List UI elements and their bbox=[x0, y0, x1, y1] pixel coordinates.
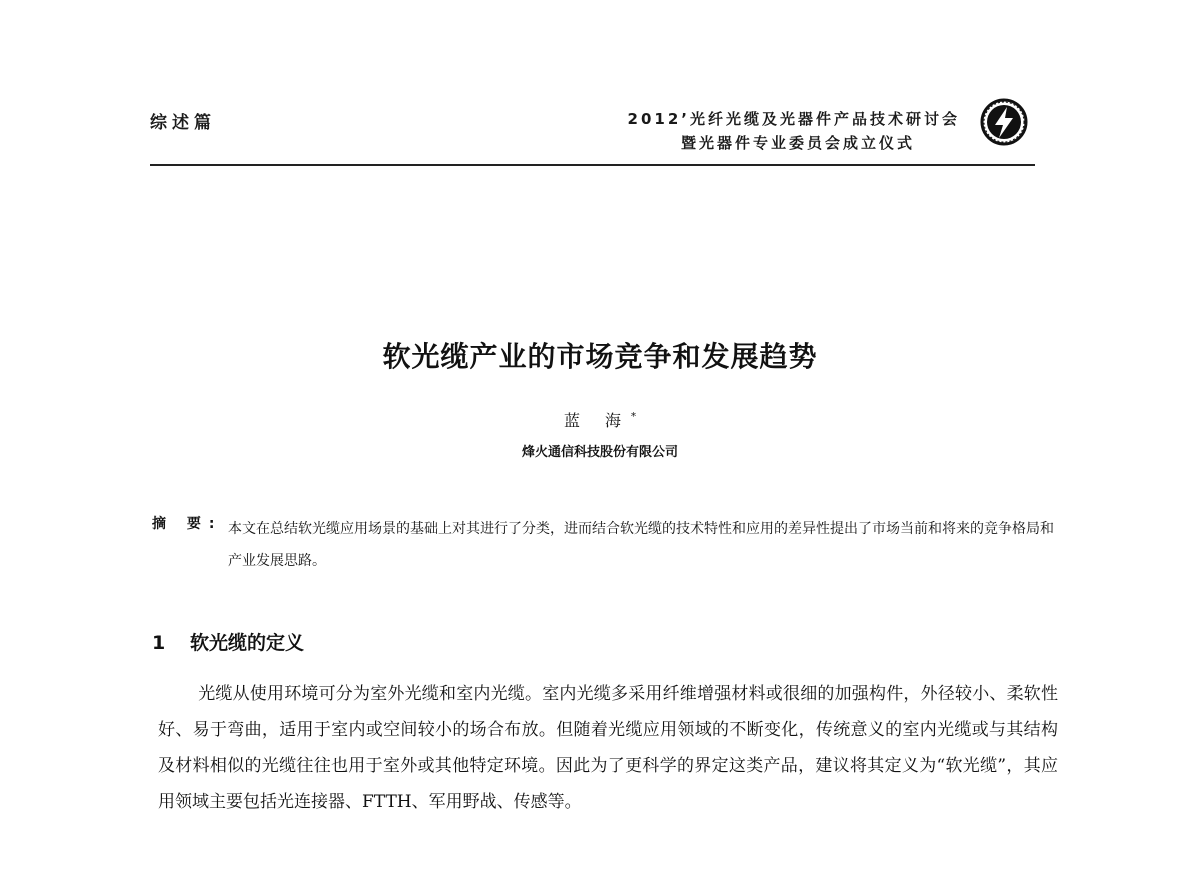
author-footnote-mark: * bbox=[631, 411, 637, 423]
paragraph-text: 光缆从使用环境可分为室外光缆和室内光缆。室内光缆多采用纤维增强材料或很细的加强构件，外径较小、柔软性好、易于弯曲，适用于室内或空间较小的场合布放。但随着光缆应用领域的不断变化，传统意义的室内光缆或与其结构及材料相似的光缆往往也用于室外或其他特定环境。因此为了更科学的界定这类产品，建议将其定义为“软光缆”，其应用领域主要包括光连接器、FTTH、军用野战、传感等。 bbox=[158, 684, 1058, 812]
body-paragraph bbox=[158, 676, 1058, 820]
affiliation: 烽火通信科技股份有限公司 bbox=[521, 445, 678, 460]
author bbox=[0, 408, 1200, 431]
section-tag: 综述篇 bbox=[150, 113, 216, 133]
section-number: 1 bbox=[152, 632, 166, 654]
section-heading bbox=[152, 628, 304, 655]
paper-title: 软光缆产业的市场竞争和发展趋势 bbox=[382, 340, 818, 373]
abstract-text: 本文在总结软光缆应用场景的基础上对其进行了分类，进而结合软光缆的技术特性和应用的差异性提出了市场当前和将来的竞争格局和产业发展思路。 bbox=[228, 521, 1054, 569]
abstract-label: 摘 要: bbox=[152, 516, 223, 532]
conference-subtitle: 暨光器件专业委员会成立仪式 bbox=[680, 134, 915, 152]
section-title: 软光缆的定义 bbox=[190, 632, 305, 654]
conference-title: 2012’光纤光缆及光器件产品技术研讨会 bbox=[627, 110, 960, 128]
conference-logo-icon bbox=[980, 98, 1028, 146]
header-divider bbox=[150, 164, 1035, 166]
author-name: 蓝 海 bbox=[563, 411, 632, 430]
